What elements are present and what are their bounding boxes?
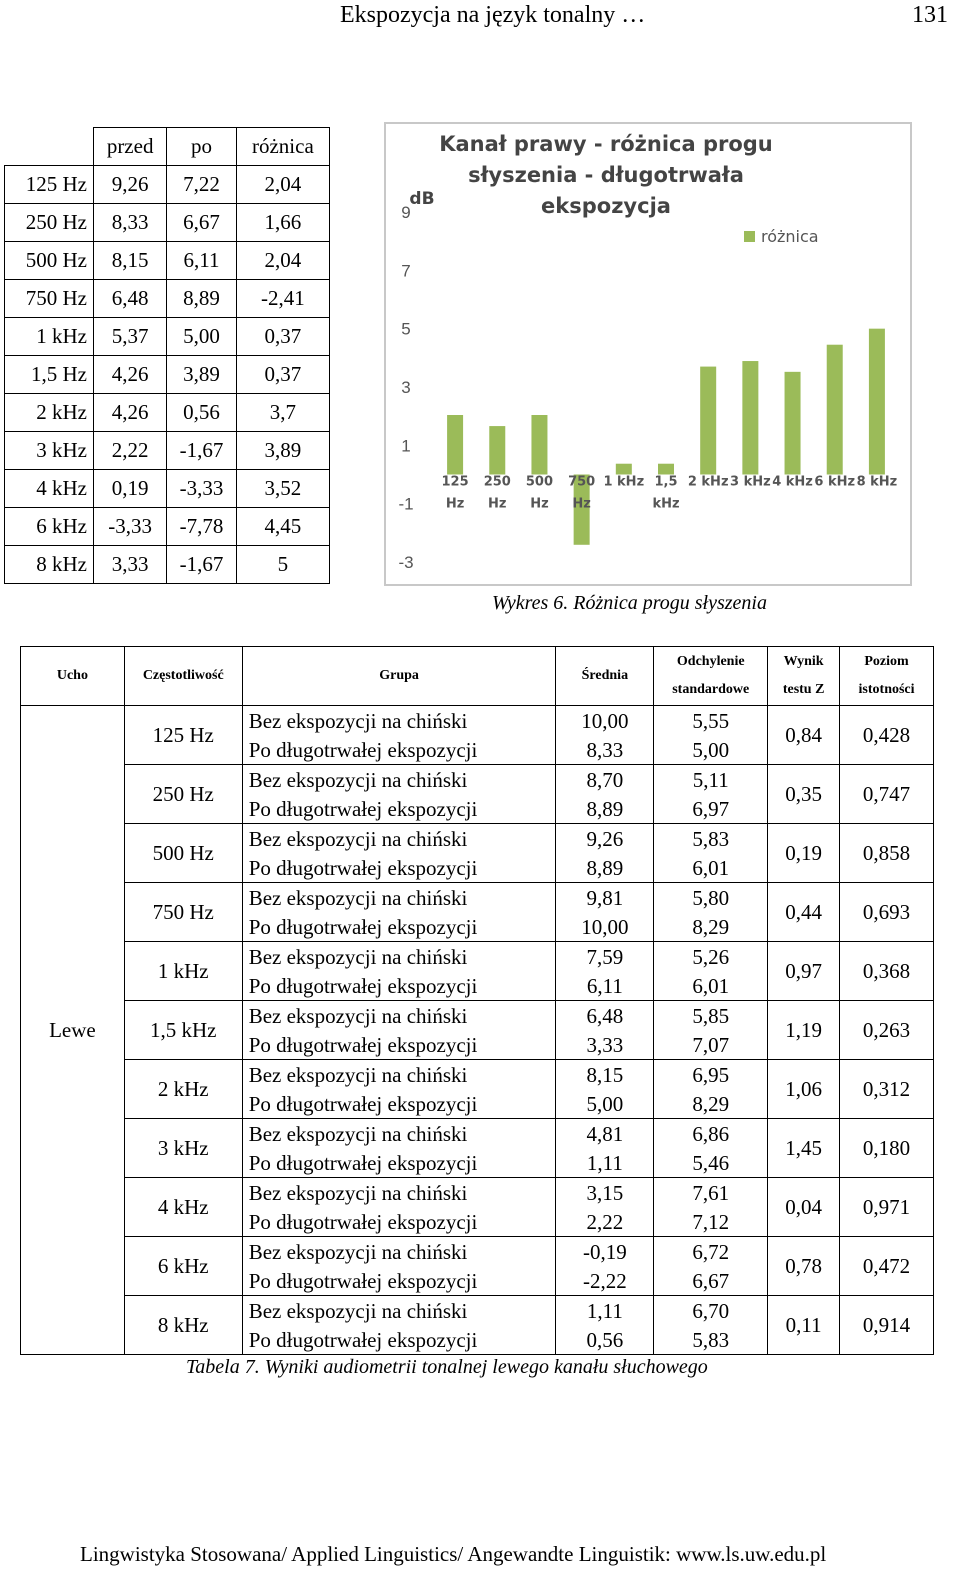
difference-table-body (5, 166, 330, 584)
y-tick-label: 1 (401, 436, 411, 456)
frequency-cell: 500 Hz (5, 242, 94, 280)
przed-cell: 2,22 (94, 432, 167, 470)
group-cell: Bez ekspozycji na chiński (242, 1119, 556, 1149)
frequency-cell: 4 kHz (124, 1178, 242, 1237)
przed-cell: -3,33 (94, 508, 167, 546)
x-category-label: Hz (572, 496, 591, 512)
z-cell: 1,45 (768, 1119, 840, 1178)
frequency-cell: 750 Hz (124, 883, 242, 942)
x-category-label: 750 (568, 474, 596, 490)
table-row (5, 318, 330, 356)
po-cell: -7,78 (167, 508, 236, 546)
table-row (5, 280, 330, 318)
chart-bar (827, 345, 843, 475)
table-row (21, 1001, 934, 1031)
frequency-cell: 1,5 kHz (124, 1001, 242, 1060)
x-category-label: 4 kHz (772, 474, 813, 490)
frequency-cell: 250 Hz (124, 765, 242, 824)
x-category-label: 6 kHz (814, 474, 856, 490)
x-category-label: kHz (652, 496, 680, 512)
roznica-cell: 3,89 (236, 432, 329, 470)
header-p (840, 647, 934, 706)
frequency-cell: 750 Hz (5, 280, 94, 318)
header-z (768, 647, 840, 706)
header-p-line2: istotności (858, 682, 915, 697)
sd-cell: 6,01 (654, 853, 768, 883)
roznica-cell: 3,52 (236, 470, 329, 508)
group-cell: Bez ekspozycji na chiński (242, 1060, 556, 1090)
p-cell: 0,428 (840, 706, 934, 765)
mean-cell: 1,11 (556, 1296, 654, 1326)
group-cell: Po długotrwałej ekspozycji (242, 1266, 556, 1296)
sd-cell: 6,01 (654, 971, 768, 1001)
z-cell: 0,19 (768, 824, 840, 883)
mean-cell: 3,33 (556, 1030, 654, 1060)
header-roznica: różnica (236, 128, 329, 166)
table-row (5, 166, 330, 204)
group-cell: Bez ekspozycji na chiński (242, 824, 556, 854)
x-category-label: 1,5 (654, 474, 678, 490)
mean-cell: 10,00 (556, 912, 654, 942)
mean-cell: 9,26 (556, 824, 654, 854)
przed-cell: 8,33 (94, 204, 167, 242)
group-cell: Po długotrwałej ekspozycji (242, 971, 556, 1001)
przed-cell: 5,37 (94, 318, 167, 356)
table-row (5, 394, 330, 432)
mean-cell: 6,48 (556, 1001, 654, 1031)
frequency-cell: 8 kHz (5, 546, 94, 584)
mean-cell: 7,59 (556, 942, 654, 972)
mean-cell: 8,70 (556, 765, 654, 795)
p-cell: 0,858 (840, 824, 934, 883)
roznica-cell: 4,45 (236, 508, 329, 546)
przed-cell: 0,19 (94, 470, 167, 508)
z-cell: 0,44 (768, 883, 840, 942)
x-category-label: Hz (445, 496, 465, 512)
table-caption: Tabela 7. Wyniki audiometrii tonalnej lewego kanału słuchowego (186, 1356, 708, 1378)
table-row (21, 1296, 934, 1326)
table-row (5, 204, 330, 242)
przed-cell: 4,26 (94, 356, 167, 394)
sd-cell: 6,86 (654, 1119, 768, 1149)
z-cell: 0,11 (768, 1296, 840, 1355)
sd-cell: 5,00 (654, 735, 768, 765)
group-cell: Bez ekspozycji na chiński (242, 1237, 556, 1267)
p-cell: 0,914 (840, 1296, 934, 1355)
po-cell: -1,67 (167, 432, 236, 470)
chart-svg (386, 124, 910, 584)
group-cell: Po długotrwałej ekspozycji (242, 1089, 556, 1119)
po-cell: 8,89 (167, 280, 236, 318)
przed-cell: 8,15 (94, 242, 167, 280)
mean-cell: 0,56 (556, 1325, 654, 1355)
sd-cell: 5,55 (654, 706, 768, 736)
table-row (21, 1060, 934, 1090)
table-row (21, 706, 934, 736)
sd-cell: 6,72 (654, 1237, 768, 1267)
mean-cell: 10,00 (556, 706, 654, 736)
audiometry-table (20, 646, 934, 1355)
mean-cell: 3,15 (556, 1178, 654, 1208)
z-cell: 1,06 (768, 1060, 840, 1119)
mean-cell: -2,22 (556, 1266, 654, 1296)
table-row (5, 546, 330, 584)
z-cell: 0,84 (768, 706, 840, 765)
table-row (5, 470, 330, 508)
header-p-line1: Poziom (864, 654, 909, 669)
frequency-cell: 2 kHz (124, 1060, 242, 1119)
legend-label: różnica (761, 227, 819, 246)
mean-cell: 5,00 (556, 1089, 654, 1119)
table-row (21, 1119, 934, 1149)
chart-bar (869, 329, 885, 475)
roznica-cell: 2,04 (236, 166, 329, 204)
chart-title-line: słyszenia - długotrwała (468, 163, 744, 187)
audiometry-table-header (21, 647, 934, 706)
roznica-cell: 0,37 (236, 318, 329, 356)
po-cell: 6,67 (167, 204, 236, 242)
chart-bar (658, 464, 674, 475)
frequency-cell: 6 kHz (5, 508, 94, 546)
group-cell: Bez ekspozycji na chiński (242, 1001, 556, 1031)
sd-cell: 7,12 (654, 1207, 768, 1237)
header-przed: przed (94, 128, 167, 166)
group-cell: Po długotrwałej ekspozycji (242, 1207, 556, 1237)
mean-cell: 8,89 (556, 794, 654, 824)
header-ear: Ucho (21, 647, 125, 706)
ear-cell: Lewe (21, 706, 125, 1355)
y-tick-label: -3 (398, 553, 414, 572)
sd-cell: 5,26 (654, 942, 768, 972)
roznica-cell: -2,41 (236, 280, 329, 318)
frequency-cell: 8 kHz (124, 1296, 242, 1355)
chart-bar (785, 372, 801, 475)
po-cell: -1,67 (167, 546, 236, 584)
mean-cell: -0,19 (556, 1237, 654, 1267)
running-title: Ekspozycja na język tonalny … (340, 2, 646, 28)
roznica-cell: 2,04 (236, 242, 329, 280)
po-cell: 3,89 (167, 356, 236, 394)
legend-swatch (744, 231, 755, 242)
frequency-cell: 500 Hz (124, 824, 242, 883)
group-cell: Bez ekspozycji na chiński (242, 942, 556, 972)
group-cell: Po długotrwałej ekspozycji (242, 735, 556, 765)
group-cell: Po długotrwałej ekspozycji (242, 912, 556, 942)
table-row (21, 883, 934, 913)
group-cell: Bez ekspozycji na chiński (242, 1296, 556, 1326)
mean-cell: 8,89 (556, 853, 654, 883)
header-sd (654, 647, 768, 706)
po-cell: 5,00 (167, 318, 236, 356)
po-cell: 0,56 (167, 394, 236, 432)
roznica-cell: 1,66 (236, 204, 329, 242)
mean-cell: 2,22 (556, 1207, 654, 1237)
frequency-cell: 1 kHz (124, 942, 242, 1001)
audiometry-table-body (21, 706, 934, 1355)
page-footer: Lingwistyka Stosowana/ Applied Linguistics/ Angewandte Linguistik: www.ls.uw.edu.pl (80, 1542, 827, 1566)
group-cell: Bez ekspozycji na chiński (242, 706, 556, 736)
frequency-cell: 2 kHz (5, 394, 94, 432)
group-cell: Po długotrwałej ekspozycji (242, 1030, 556, 1060)
p-cell: 0,263 (840, 1001, 934, 1060)
chart-bar (447, 415, 463, 475)
p-cell: 0,472 (840, 1237, 934, 1296)
chart-bar (742, 361, 758, 474)
sd-cell: 5,11 (654, 765, 768, 795)
przed-cell: 4,26 (94, 394, 167, 432)
table-row (5, 356, 330, 394)
chart-bar (531, 415, 547, 475)
sd-cell: 6,95 (654, 1060, 768, 1090)
sd-cell: 8,29 (654, 912, 768, 942)
difference-table-header (5, 128, 330, 166)
przed-cell: 3,33 (94, 546, 167, 584)
p-cell: 0,693 (840, 883, 934, 942)
x-category-label: 500 (525, 474, 554, 490)
chart-title-line: Kanał prawy - różnica progu (439, 132, 773, 156)
x-category-label: 1 kHz (603, 474, 645, 490)
table-row (21, 1178, 934, 1208)
frequency-cell: 6 kHz (124, 1237, 242, 1296)
group-cell: Po długotrwałej ekspozycji (242, 1325, 556, 1355)
sd-cell: 5,80 (654, 883, 768, 913)
chart-caption: Wykres 6. Różnica progu słyszenia (492, 592, 767, 614)
p-cell: 0,747 (840, 765, 934, 824)
sd-cell: 8,29 (654, 1089, 768, 1119)
frequency-cell: 250 Hz (5, 204, 94, 242)
group-cell: Po długotrwałej ekspozycji (242, 1148, 556, 1178)
mean-cell: 9,81 (556, 883, 654, 913)
running-head (0, 0, 960, 34)
y-tick-label: 9 (401, 203, 411, 222)
po-cell: 6,11 (167, 242, 236, 280)
z-cell: 0,97 (768, 942, 840, 1001)
mean-cell: 8,15 (556, 1060, 654, 1090)
x-category-label: 2 kHz (687, 474, 729, 490)
page-number: 131 (912, 2, 948, 28)
frequency-cell: 3 kHz (124, 1119, 242, 1178)
z-cell: 0,35 (768, 765, 840, 824)
difference-table (4, 127, 330, 584)
frequency-cell: 4 kHz (5, 470, 94, 508)
y-tick-label: -1 (398, 494, 414, 514)
y-tick-label: 5 (401, 319, 411, 339)
roznica-cell: 3,7 (236, 394, 329, 432)
corner-cell (5, 128, 94, 166)
frequency-cell: 125 Hz (124, 706, 242, 765)
group-cell: Po długotrwałej ekspozycji (242, 853, 556, 883)
header-z-line1: Wynik (783, 654, 824, 669)
header-frequency: Częstotliwość (124, 647, 242, 706)
header-mean: Średnia (556, 647, 654, 706)
mean-cell: 4,81 (556, 1119, 654, 1149)
header-sd-line2: standardowe (672, 682, 750, 697)
po-cell: -3,33 (167, 470, 236, 508)
group-cell: Bez ekspozycji na chiński (242, 765, 556, 795)
x-category-label: 250 (483, 474, 511, 490)
z-cell: 1,19 (768, 1001, 840, 1060)
sd-cell: 5,46 (654, 1148, 768, 1178)
x-category-label: 3 kHz (730, 474, 771, 490)
y-tick-label: 3 (401, 378, 411, 397)
table-row (21, 1237, 934, 1267)
mean-cell: 6,11 (556, 971, 654, 1001)
po-cell: 7,22 (167, 166, 236, 204)
table-row (21, 765, 934, 795)
p-cell: 0,368 (840, 942, 934, 1001)
sd-cell: 5,83 (654, 824, 768, 854)
chart-bar (616, 464, 632, 475)
y-axis-label: dB (409, 189, 435, 209)
frequency-cell: 3 kHz (5, 432, 94, 470)
x-category-label: 8 kHz (856, 474, 898, 490)
roznica-cell: 0,37 (236, 356, 329, 394)
sd-cell: 6,97 (654, 794, 768, 824)
header-sd-line1: Odchylenie (676, 654, 745, 669)
sd-cell: 7,61 (654, 1178, 768, 1208)
x-category-label: Hz (488, 496, 507, 512)
z-cell: 0,04 (768, 1178, 840, 1237)
p-cell: 0,312 (840, 1060, 934, 1119)
sd-cell: 7,07 (654, 1030, 768, 1060)
frequency-cell: 125 Hz (5, 166, 94, 204)
mean-cell: 1,11 (556, 1148, 654, 1178)
header-group: Grupa (242, 647, 556, 706)
chart-bar (700, 367, 716, 475)
group-cell: Bez ekspozycji na chiński (242, 1178, 556, 1208)
przed-cell: 6,48 (94, 280, 167, 318)
sd-cell: 6,67 (654, 1266, 768, 1296)
group-cell: Po długotrwałej ekspozycji (242, 794, 556, 824)
sd-cell: 6,70 (654, 1296, 768, 1326)
chart-title-line: ekspozycja (541, 194, 671, 218)
y-tick-label: 7 (401, 261, 411, 281)
table-row (21, 942, 934, 972)
table-row (5, 242, 330, 280)
table-row (21, 824, 934, 854)
mean-cell: 8,33 (556, 735, 654, 765)
table-row (5, 508, 330, 546)
chart-bar (489, 426, 505, 474)
x-category-label: Hz (530, 496, 549, 512)
p-cell: 0,180 (840, 1119, 934, 1178)
z-cell: 0,78 (768, 1237, 840, 1296)
header-po: po (167, 128, 236, 166)
frequency-cell: 1 kHz (5, 318, 94, 356)
group-cell: Bez ekspozycji na chiński (242, 883, 556, 913)
przed-cell: 9,26 (94, 166, 167, 204)
sd-cell: 5,83 (654, 1325, 768, 1355)
difference-chart (384, 122, 912, 586)
frequency-cell: 1,5 Hz (5, 356, 94, 394)
sd-cell: 5,85 (654, 1001, 768, 1031)
roznica-cell: 5 (236, 546, 329, 584)
x-category-label: 125 (441, 474, 469, 490)
p-cell: 0,971 (840, 1178, 934, 1237)
table-row (5, 432, 330, 470)
header-z-line2: testu Z (782, 682, 825, 697)
